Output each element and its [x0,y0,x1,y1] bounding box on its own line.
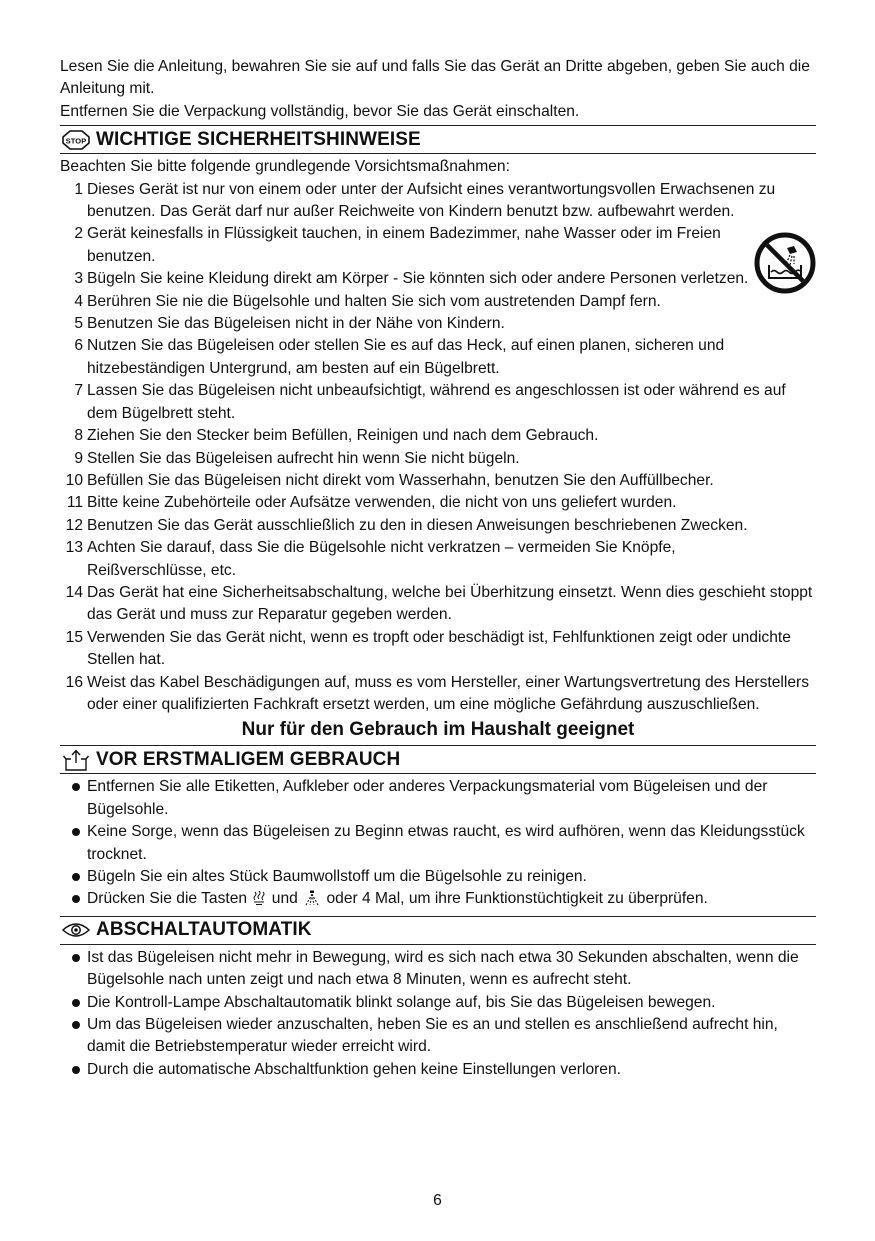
item-number: 16 [65,673,83,691]
list-item [60,537,816,582]
list-item [60,992,816,1014]
list-item [60,1059,816,1081]
item-text: Die Kontroll-Lampe Abschaltautomatik blinkt solange auf, bis Sie das Bügeleisen bewegen. [87,993,716,1011]
first-use-heading [60,745,816,774]
item-number: 2 [74,225,83,243]
list-item [60,776,816,821]
list-item [60,515,816,537]
item-number: 11 [66,494,83,512]
item-number: 6 [74,337,83,355]
safety-title: WICHTIGE SICHERHEITSHINWEISE [96,128,421,150]
item-number: 7 [74,382,83,400]
item-text: Bügeln Sie ein altes Stück Baumwollstoff um die Bügelsohle zu reinigen. [87,868,587,885]
item-number: 1 [74,180,83,198]
list-item [60,947,816,992]
list-item [60,425,816,447]
item-number: 12 [65,516,83,534]
item-number: 3 [74,270,83,288]
safety-list [60,179,816,717]
item-number: 15 [65,628,83,646]
auto-off-list [60,947,816,1081]
no-water-icon [754,232,816,294]
list-item [60,821,816,866]
eye-icon [60,921,92,939]
bullet [60,1014,83,1059]
list-item [60,380,816,425]
item-text: Bügeln Sie keine Kleidung direkt am Körper - Sie könnten sich oder andere Personen verletzen. [87,270,749,288]
steam-shot-icon [252,890,266,913]
item-text: Ist das Bügeleisen nicht mehr in Bewegung, wird es sich nach etwa 30 Sekunden abschalten, wenn die Bügelsohle nach unten zeigt und nach etwa 8 Minuten, wenn es aufrecht steht. [87,948,799,989]
list-item [60,627,816,672]
item-number: 10 [65,471,83,489]
page-content [60,56,816,1081]
item-text: Verwenden Sie das Gerät nicht, wenn es tropft oder beschädigt ist, Fehlfunktionen zeigt oder undichte Stellen hat. [87,628,791,669]
safety-lead: Beachten Sie bitte folgende grundlegende Vorsichtsmaßnahmen: [60,158,510,176]
item-text: Dieses Gerät ist nur von einem oder unter der Aufsicht eines verantwortungsvollen Erwachsenen zu benutzen. Das Gerät darf nur außer Reichweite von Kindern benutzt bzw. aufbewahrt werden. [87,180,776,221]
list-item [60,223,816,268]
item-text: Weist das Kabel Beschädigungen auf, muss es vom Hersteller, einer Wartungsvertretung des Herstellers oder einer qualifizierten Fachkraft ersetzt werden, um eine mögliche Gefährdung auszuschließen. [87,673,809,713]
item-text: Keine Sorge, wenn das Bügeleisen zu Beginn etwas raucht, es wird aufhören, wenn das Kleidungsstück trocknet. [87,823,805,863]
bullet [60,866,83,888]
list-item [60,335,816,380]
text-middle: und [271,890,298,908]
text-after: oder 4 Mal, um ihre Funktionstüchtigkeit zu überprüfen. [326,890,708,908]
spray-icon [303,890,321,913]
bullet [60,888,83,913]
item-text: Gerät keinesfalls in Flüssigkeit tauchen, in einem Badezimmer, nahe Wasser oder im Freien benutzen. [87,225,721,265]
list-item [60,492,816,514]
auto-off-heading [60,916,816,945]
bullet [60,992,83,1014]
list-item [60,470,816,492]
list-item [60,179,816,224]
item-number: 9 [74,449,83,467]
stop-icon [60,130,92,150]
item-text: Berühren Sie nie die Bügelsohle und halten Sie sich vom austretenden Dampf fern. [87,292,661,310]
item-text: Stellen Sie das Bügeleisen aufrecht hin wenn Sie nicht bügeln. [87,449,520,467]
item-text: Befüllen Sie das Bügeleisen nicht direkt vom Wasserhahn, benutzen Sie den Auffüllbecher. [87,471,714,489]
item-number: 4 [74,292,83,310]
item-number: 8 [74,427,83,445]
stop-icon-text: STOP [65,136,87,146]
item-text: Bitte keine Zubehörteile oder Aufsätze verwenden, die nicht von uns geliefert wurden. [87,494,677,512]
auto-off-title: ABSCHALTAUTOMATIK [96,919,312,941]
item-text: Das Gerät hat eine Sicherheitsabschaltung, welche bei Überhitzung einsetzt. Wenn dies geschieht stoppt das Gerät und muss zur Reparatur gegeben werden. [87,583,813,624]
item-text: Durch die automatische Abschaltfunktion gehen keine Einstellungen verloren. [87,1060,621,1078]
item-text [83,888,816,913]
item-number: 13 [65,539,83,557]
item-text: Entfernen Sie alle Etiketten, Aufkleber oder anderes Verpackungsmaterial vom Bügeleisen und der Bügelsohle. [87,778,768,818]
list-item [60,313,816,335]
safety-heading [60,125,816,154]
item-text: Um das Bügeleisen wieder anzuschalten, heben Sie es an und stellen es anschließend aufrecht hin, damit die Betriebstemperatur wieder erreicht wird. [87,1016,778,1056]
page-number: 6 [433,1192,442,1209]
item-text: Achten Sie darauf, dass Sie die Bügelsohle nicht verkratzen – vermeiden Sie Knöpfe, Reißverschlüsse, etc. [87,539,676,579]
list-item [60,888,816,913]
item-text: Nutzen Sie das Bügeleisen oder stellen Sie es auf das Heck, auf einen planen, sicheren und hitzebeständigen Untergrund, am besten auf ein Bügelbrett. [87,337,725,377]
list-item [60,448,816,470]
item-text: Benutzen Sie das Bügeleisen nicht in der Nähe von Kindern. [87,315,505,333]
item-text: Benutzen Sie das Gerät ausschließlich zu den in diesen Anweisungen beschriebenen Zwecken. [87,516,748,534]
bullet [60,947,83,992]
household-note: Nur für den Gebrauch im Haushalt geeignet [241,719,635,741]
intro-paragraph: Entfernen Sie die Verpackung vollständig, bevor Sie das Gerät einschalten. [60,102,580,120]
bullet [60,776,83,821]
list-item [60,866,816,888]
bullet [60,1059,83,1081]
list-item [60,582,816,627]
first-use-title: VOR ERSTMALIGEM GEBRAUCH [96,748,401,770]
list-item [60,291,816,313]
list-item [60,1014,816,1059]
item-text: Ziehen Sie den Stecker beim Befüllen, Reinigen und nach dem Gebrauch. [87,427,599,445]
list-item [60,672,816,717]
first-use-list [60,776,816,913]
intro-paragraph: Lesen Sie die Anleitung, bewahren Sie sie auf und falls Sie das Gerät an Dritte abgeben, geben Sie auch die Anleitung mit. [60,58,810,98]
item-number: 5 [74,315,83,333]
unpack-icon [60,749,92,771]
item-text: Lassen Sie das Bügeleisen nicht unbeaufsichtigt, während es angeschlossen ist oder während es auf dem Bügelbrett steht. [87,382,786,422]
list-item [60,268,816,290]
text-before: Drücken Sie die Tasten [87,890,248,908]
bullet [60,821,83,866]
item-number: 14 [65,583,83,601]
